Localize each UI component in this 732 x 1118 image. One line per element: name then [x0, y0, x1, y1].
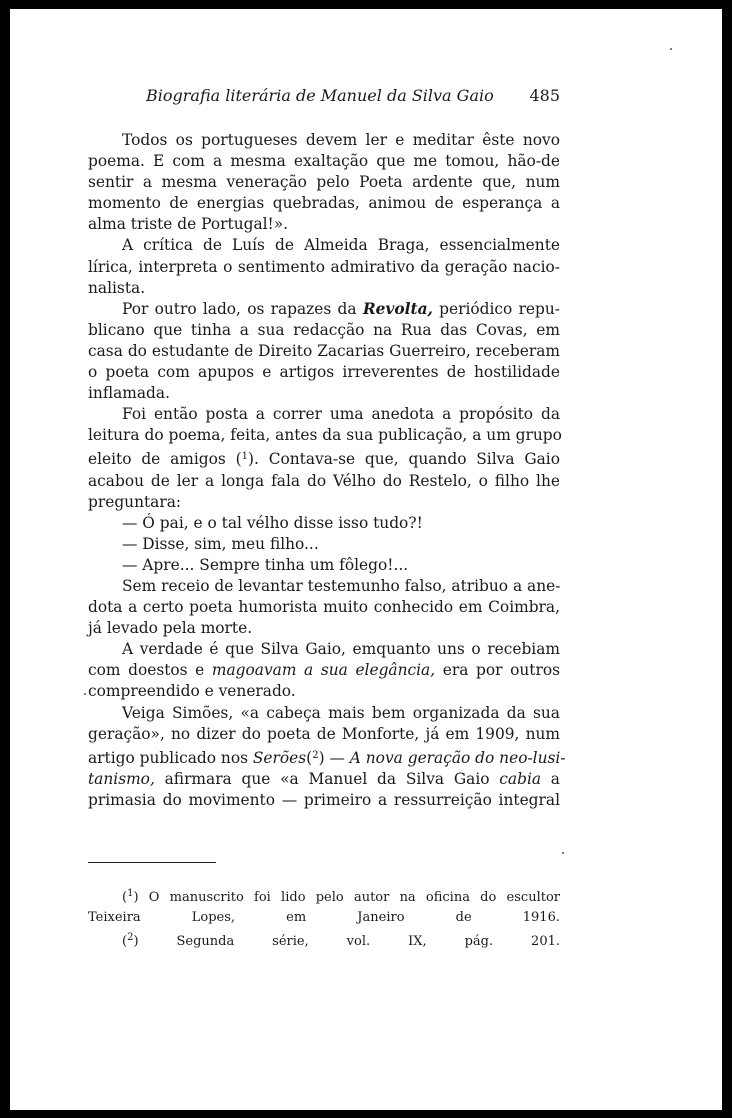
text-run: periódico repu- — [432, 299, 561, 318]
paragraph-3 — [88, 299, 560, 404]
text-line — [88, 769, 560, 790]
text-line: inflamada. — [88, 384, 170, 403]
text-line: primasia do movimento — primeiro a ressurreição integral — [88, 790, 560, 809]
text-run: — — [324, 748, 350, 767]
article-title: A nova geração do neo-lusi- — [349, 748, 566, 767]
text-line: dota a certo poeta humorista muito conhecido em Coimbra, — [88, 598, 560, 617]
footnote-rule — [88, 862, 216, 863]
footnote-text: O manuscrito foi lido pelo autor na oficina do escultor — [148, 890, 560, 905]
text-line: Todos os portugueses devem ler e meditar êste novo — [122, 131, 560, 149]
paragraph-1 — [88, 130, 560, 235]
periodical-title: Revolta, — [362, 299, 433, 318]
scan-speck — [562, 852, 564, 854]
text-line: preguntara: — [88, 492, 182, 511]
text-line: A crítica de Luís de Almeida Braga, essencialmente — [122, 236, 560, 255]
text-line: leitura do poema, feita, antes da sua publicação, a um grupo — [88, 426, 562, 445]
running-title: Biografia literária de Manuel da Silva Gaio — [146, 86, 494, 105]
text-run: Por outro lado, os rapazes da — [122, 299, 363, 318]
text-line: momento de energias quebradas, animou de esperança a — [88, 194, 560, 213]
text-line: A verdade é que Silva Gaio, emquanto uns o recebiam — [122, 640, 560, 659]
text-line: sentir a mesma veneração pelo Poeta ardente que, num — [88, 173, 560, 192]
italic-phrase: magoavam a sua elegância, — [211, 661, 436, 680]
text-line: geração», no dizer do poeta de Monforte, já em 1909, num — [88, 724, 560, 743]
footnote-2: ($^2$) Segunda série, vol. IX, pág. 201. — [122, 932, 560, 949]
periodical-title: Serões — [252, 748, 307, 767]
text-line: acabou de ler a longa fala do Vélho do Restelo, o filho lhe — [88, 471, 560, 490]
body-text — [88, 130, 566, 811]
text-run: eleito de amigos ( — [88, 450, 242, 469]
dialogue-line: — Ó pai, e o tal vélho disse isso tudo?! — [122, 513, 423, 532]
text-run: afirmara que «a Manuel da Silva Gaio — [154, 769, 500, 788]
text-run: artigo publicado nos — [88, 748, 253, 767]
footnote-text: Segunda série, vol. IX, pág. 201. — [176, 934, 560, 949]
scan-speck — [670, 48, 672, 50]
text-line: já levado pela morte. — [88, 619, 253, 638]
dialogue — [88, 513, 560, 576]
article-title: tanismo, — [88, 769, 155, 788]
text-line: lírica, interpreta o sentimento admirativo da geração nacio- — [88, 257, 560, 276]
text-line: Veiga Simões, «a cabeça mais bem organizada da sua — [122, 703, 560, 722]
text-run: a — [541, 769, 560, 788]
footnote-1: ($^1$) O manuscrito foi lido pelo autor na oficina do escultor — [122, 888, 560, 905]
text-line — [88, 745, 566, 769]
text-line: alma triste de Portugal!». — [88, 215, 289, 234]
text-line: blicano que tinha a sua redacção na Rua das Covas, em — [88, 320, 560, 339]
paragraph-5 — [88, 576, 560, 639]
footnotes — [88, 884, 560, 952]
paragraph-2 — [88, 235, 560, 298]
paragraph-7 — [88, 703, 566, 811]
text-run: com doestos e — [88, 661, 212, 680]
text-line: poema. E com a mesma exaltação que me tomou, hão-de — [88, 152, 560, 171]
dialogue-line: — Disse, sim, meu filho... — [122, 534, 319, 553]
text-line: casa do estudante de Direito Zacarias Guerreiro, receberam — [88, 341, 560, 360]
italic-word: cabia — [499, 769, 542, 788]
text-line: nalista. — [88, 278, 146, 297]
paragraph-4 — [88, 404, 560, 512]
page-number: 485 — [529, 86, 560, 105]
text-line: o poeta com apupos e artigos irreverentes de hostilidade — [88, 363, 560, 382]
footnote-1-cont: Teixeira Lopes, em Janeiro de 1916. — [88, 910, 560, 925]
footnote-ref: 2 — [312, 749, 319, 761]
scan-speck — [84, 693, 86, 695]
text-line — [88, 446, 560, 470]
text-run: era por outros — [435, 661, 560, 680]
text-line — [88, 299, 560, 320]
text-line: Sem receio de levantar testemunho falso, atribuo a ane- — [122, 576, 561, 595]
footnote-ref: 1 — [241, 451, 248, 463]
text-line: Foi então posta a correr uma anedota a propósito da — [122, 405, 560, 424]
paragraph-6 — [88, 639, 560, 702]
footnote-marker: 2 — [127, 932, 134, 943]
dialogue-line: — Apre... Sempre tinha um fôlego!... — [122, 555, 409, 574]
footnote-ref-wrap: ($^2$) — [306, 748, 325, 767]
footnote-marker: 1 — [127, 888, 134, 899]
text-run: ). Contava-se que, quando Silva Gaio — [248, 450, 560, 469]
text-line — [88, 660, 560, 681]
text-line: compreendido e venerado. — [88, 682, 296, 701]
